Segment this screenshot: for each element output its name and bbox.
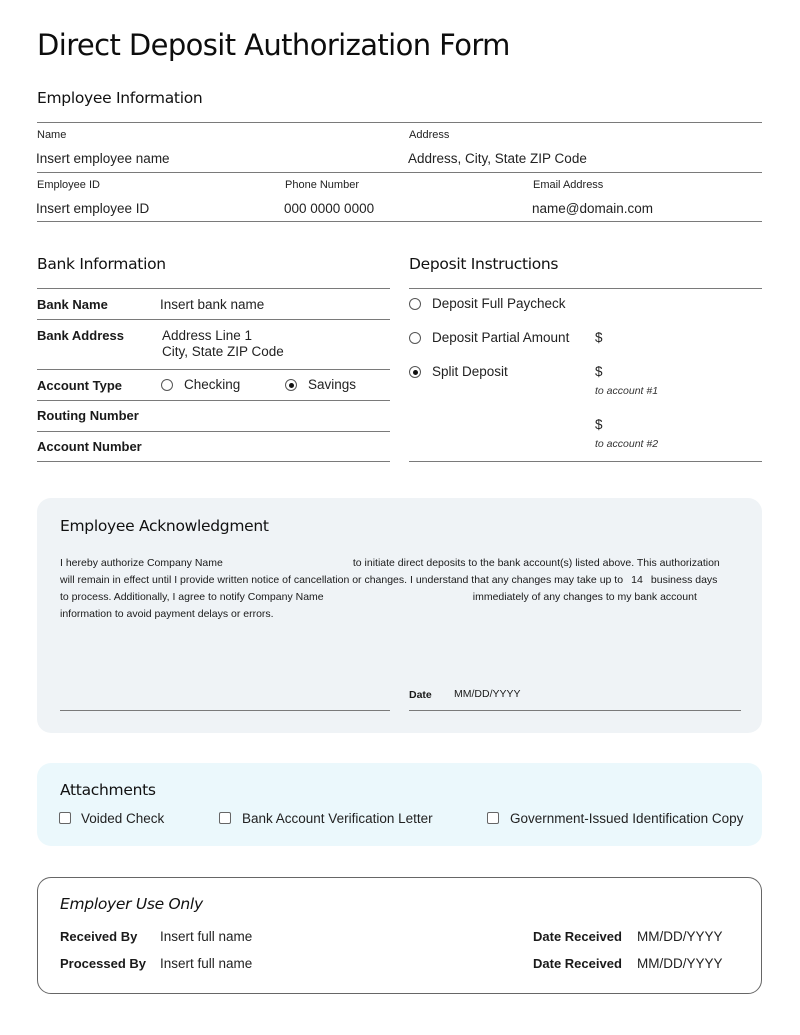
routing-number-label: Routing Number [37,408,139,423]
divider [37,431,390,432]
name-label: Name [37,129,67,141]
employer-use-heading: Employer Use Only [60,895,203,913]
ack-line2-a: will remain in effect until I provide written notice of cancellation or changes. I understand that any changes may take up to [60,574,624,586]
split2-note: to account #2 [595,438,659,450]
attachments-heading: Attachments [60,781,156,799]
partial-amount-input[interactable] [607,328,757,348]
split-deposit-radio[interactable] [409,366,421,378]
split1-note: to account #1 [595,385,659,397]
processed-by-field[interactable]: Insert full name [160,956,253,971]
received-by-field[interactable]: Insert full name [160,929,253,944]
divider [409,288,762,289]
deposit-partial-label: Deposit Partial Amount [432,330,570,345]
employee-id-label: Employee ID [37,179,100,191]
processed-by-label: Processed By [60,956,146,971]
split2-currency: $ [595,417,603,432]
ack-line1-a: I hereby authorize Company Name [60,557,223,569]
verification-letter-label: Bank Account Verification Letter [242,811,433,826]
divider [37,172,762,173]
ack-line4: information to avoid payment delays or errors. [60,608,274,620]
phone-label: Phone Number [285,179,359,191]
divider [37,461,390,462]
name-field[interactable]: Insert employee name [36,151,170,166]
deposit-full-label: Deposit Full Paycheck [432,296,566,311]
checking-label: Checking [184,377,241,392]
government-id-label: Government-Issued Identification Copy [510,811,744,826]
email-field[interactable]: name@domain.com [532,201,654,216]
savings-label: Savings [308,377,357,392]
split-amount-1-input[interactable] [607,362,757,382]
split-deposit-label: Split Deposit [432,364,508,379]
deposit-full-radio[interactable] [409,298,421,310]
voided-check-label: Voided Check [81,811,165,826]
deposit-partial-radio[interactable] [409,332,421,344]
savings-radio[interactable] [285,379,297,391]
signature-line [60,710,390,711]
received-by-label: Received By [60,929,138,944]
divider [37,288,390,289]
split-amount-2-input[interactable] [607,415,757,435]
email-label: Email Address [533,179,604,191]
acknowledgment-heading: Employee Acknowledgment [60,517,269,535]
ack-line1-b: to initiate direct deposits to the bank account(s) listed above. This authorization [352,557,720,569]
address-label: Address [409,129,450,141]
account-number-field[interactable] [160,437,385,457]
bank-address-line1: Address Line 1 [162,328,253,343]
page-title: Direct Deposit Authorization Form [37,28,510,62]
bank-address-label: Bank Address [37,328,124,343]
phone-field[interactable]: 000 0000 0000 [284,201,375,216]
address-field[interactable]: Address, City, State ZIP Code [408,151,587,166]
ack-line3-a: to process. Additionally, I agree to notify [60,591,245,603]
business-days-field[interactable]: 14 [631,574,643,586]
date-received-field-1[interactable]: MM/DD/YYYY [637,929,723,944]
employee-info-heading: Employee Information [37,89,203,107]
bank-info-heading: Bank Information [37,255,166,273]
divider [37,122,762,123]
employee-id-field[interactable]: Insert employee ID [36,201,150,216]
account-type-label: Account Type [37,378,122,393]
verification-letter-checkbox[interactable] [219,812,231,824]
bank-name-field[interactable]: Insert bank name [160,297,265,312]
checking-radio[interactable] [161,379,173,391]
ack-line3-b: immediately of any changes to my bank account [472,591,697,603]
ack-line2-b: business days [650,574,718,586]
voided-check-checkbox[interactable] [59,812,71,824]
government-id-checkbox[interactable] [487,812,499,824]
date-received-label-1: Date Received [533,929,622,944]
bank-name-label: Bank Name [37,297,108,312]
divider [37,369,390,370]
split1-currency: $ [595,364,603,379]
acknowledgment-text [60,555,750,623]
account-number-label: Account Number [37,439,142,454]
date-line [409,710,741,711]
signature-field[interactable] [60,675,390,710]
routing-number-field[interactable] [160,406,385,426]
divider [37,400,390,401]
date-received-label-2: Date Received [533,956,622,971]
bank-address-line2: City, State ZIP Code [162,344,284,359]
divider [37,221,762,222]
date-field[interactable]: MM/DD/YYYY [454,688,521,700]
deposit-instructions-heading: Deposit Instructions [409,255,559,273]
date-label: Date [409,689,432,701]
date-received-field-2[interactable]: MM/DD/YYYY [637,956,723,971]
attachments-panel [37,763,762,846]
partial-currency: $ [595,330,603,345]
company-name-field-2[interactable]: Company Name [247,591,324,603]
divider [37,319,390,320]
bank-address-field[interactable] [162,328,387,359]
divider [409,461,762,462]
